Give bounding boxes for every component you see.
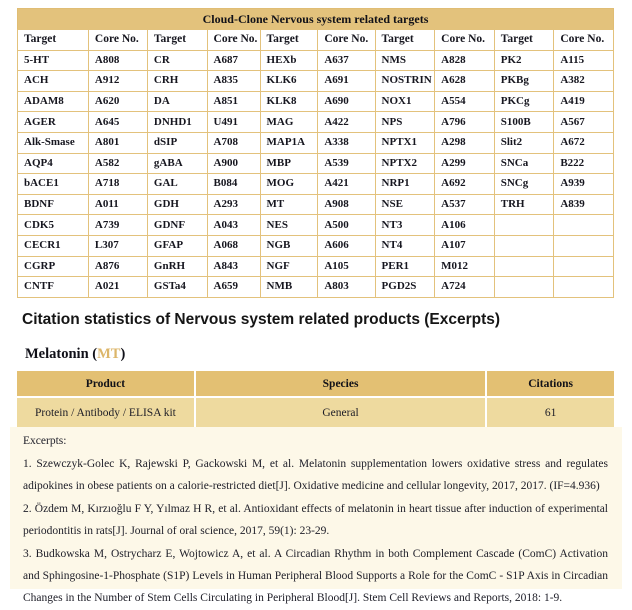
- products-table-section: [17, 371, 614, 429]
- column-header: Species: [195, 371, 486, 397]
- product-cell: Protein / Antibody / ELISA kit: [17, 397, 195, 428]
- target-cell: gABA: [147, 153, 207, 174]
- target-cell: 5-HT: [18, 50, 89, 71]
- core-no-cell: A106: [435, 215, 495, 236]
- target-cell: PER1: [375, 256, 435, 277]
- core-no-cell: A939: [554, 174, 614, 195]
- target-cell: CECR1: [18, 235, 89, 256]
- core-no-cell: [554, 256, 614, 277]
- target-cell: [494, 215, 554, 236]
- targets-table-title: Cloud-Clone Nervous system related targets: [17, 8, 614, 29]
- column-header: Product: [17, 371, 195, 397]
- target-cell: NGF: [260, 256, 318, 277]
- core-no-cell: A691: [318, 71, 375, 92]
- product-abbr: MT: [97, 346, 121, 362]
- core-no-cell: A637: [318, 50, 375, 71]
- target-cell: ACH: [18, 71, 89, 92]
- core-no-cell: A011: [88, 194, 147, 215]
- core-no-cell: A739: [88, 215, 147, 236]
- core-no-cell: B084: [207, 174, 260, 195]
- core-no-cell: A843: [207, 256, 260, 277]
- target-cell: [494, 235, 554, 256]
- core-no-cell: A692: [435, 174, 495, 195]
- core-no-cell: M012: [435, 256, 495, 277]
- core-no-cell: A828: [435, 50, 495, 71]
- excerpts-label: Excerpts:: [23, 435, 67, 447]
- core-no-cell: A105: [318, 256, 375, 277]
- core-no-cell: A582: [88, 153, 147, 174]
- core-no-cell: A298: [435, 132, 495, 153]
- core-no-cell: A900: [207, 153, 260, 174]
- column-header: Core No.: [435, 30, 495, 51]
- target-cell: CDK5: [18, 215, 89, 236]
- column-header: Core No.: [554, 30, 614, 51]
- target-cell: Alk-Smase: [18, 132, 89, 153]
- core-no-cell: A299: [435, 153, 495, 174]
- core-no-cell: A724: [435, 277, 495, 298]
- target-cell: NT4: [375, 235, 435, 256]
- section-heading: Citation statistics of Nervous system related products (Excerpts): [22, 311, 501, 328]
- target-cell: S100B: [494, 112, 554, 133]
- target-cell: MOG: [260, 174, 318, 195]
- table-row: [18, 132, 614, 153]
- core-no-cell: A115: [554, 50, 614, 71]
- core-no-cell: A107: [435, 235, 495, 256]
- core-no-cell: A708: [207, 132, 260, 153]
- product-suffix: ): [120, 346, 126, 362]
- target-cell: NES: [260, 215, 318, 236]
- target-cell: NRP1: [375, 174, 435, 195]
- target-cell: Slit2: [494, 132, 554, 153]
- core-no-cell: A839: [554, 194, 614, 215]
- target-cell: NT3: [375, 215, 435, 236]
- target-cell: GAL: [147, 174, 207, 195]
- target-cell: MAG: [260, 112, 318, 133]
- target-cell: NSE: [375, 194, 435, 215]
- core-no-cell: A539: [318, 153, 375, 174]
- table-row: [18, 215, 614, 236]
- core-no-cell: A659: [207, 277, 260, 298]
- core-no-cell: A068: [207, 235, 260, 256]
- core-no-cell: A500: [318, 215, 375, 236]
- target-cell: NMS: [375, 50, 435, 71]
- core-no-cell: L307: [88, 235, 147, 256]
- products-table: [17, 371, 614, 429]
- target-cell: NPS: [375, 112, 435, 133]
- excerpt-item: 1. Szewczyk-Golec K, Rajewski P, Gackowski M, et al. Melatonin supplementation lowers oxidative stress and regulates adipokines in obese patients on a calorie-restricted diet[J]. Oxidative medicine and cellular longevity, 2017, 2017. (IF=4.936): [23, 458, 608, 493]
- core-no-cell: A567: [554, 112, 614, 133]
- table-row: [18, 256, 614, 277]
- excerpt-item: 3. Budkowska M, Ostrycharz E, Wojtowicz A, et al. A Circadian Rhythm in both Complement Cascade (ComC) Activation and Sphingosine-1-Phosphate (S1P) Levels in Human Peripheral Blood Supports a Role for the ComC - S1P Axis in Circadian Changes in the Number of Stem Cells Circulating in Peripheral Blood[J]. Stem Cell Reviews and Reports, 2018: 1-9.: [23, 548, 608, 605]
- table-row: [18, 91, 614, 112]
- target-cell: [494, 277, 554, 298]
- table-row: [18, 277, 614, 298]
- core-no-cell: A382: [554, 71, 614, 92]
- core-no-cell: A628: [435, 71, 495, 92]
- column-header: Core No.: [88, 30, 147, 51]
- core-no-cell: A851: [207, 91, 260, 112]
- core-no-cell: A912: [88, 71, 147, 92]
- core-no-cell: A672: [554, 132, 614, 153]
- target-cell: AQP4: [18, 153, 89, 174]
- product-cell: 61: [486, 397, 614, 428]
- target-cell: MBP: [260, 153, 318, 174]
- core-no-cell: A801: [88, 132, 147, 153]
- target-cell: KLK6: [260, 71, 318, 92]
- core-no-cell: A803: [318, 277, 375, 298]
- core-no-cell: A421: [318, 174, 375, 195]
- column-header: Core No.: [318, 30, 375, 51]
- target-cell: bACE1: [18, 174, 89, 195]
- core-no-cell: A422: [318, 112, 375, 133]
- excerpts-list: [23, 453, 608, 610]
- core-no-cell: A338: [318, 132, 375, 153]
- table-row: [18, 235, 614, 256]
- products-header-row: [17, 371, 614, 397]
- target-cell: CRH: [147, 71, 207, 92]
- core-no-cell: A908: [318, 194, 375, 215]
- targets-table-section: [17, 8, 614, 298]
- target-cell: BDNF: [18, 194, 89, 215]
- core-no-cell: A043: [207, 215, 260, 236]
- table-row: [18, 71, 614, 92]
- column-header: Target: [18, 30, 89, 51]
- core-no-cell: U491: [207, 112, 260, 133]
- target-cell: CNTF: [18, 277, 89, 298]
- product-subheading: [25, 346, 125, 363]
- target-cell: DA: [147, 91, 207, 112]
- column-header: Target: [260, 30, 318, 51]
- core-no-cell: A554: [435, 91, 495, 112]
- column-header: Target: [494, 30, 554, 51]
- core-no-cell: A620: [88, 91, 147, 112]
- target-cell: PKBg: [494, 71, 554, 92]
- core-no-cell: A687: [207, 50, 260, 71]
- target-cell: SNCa: [494, 153, 554, 174]
- core-no-cell: A419: [554, 91, 614, 112]
- target-cell: GSTa4: [147, 277, 207, 298]
- excerpts-block: [10, 427, 622, 605]
- target-cell: GDNF: [147, 215, 207, 236]
- core-no-cell: A876: [88, 256, 147, 277]
- column-header: Core No.: [207, 30, 260, 51]
- target-cell: NOSTRIN: [375, 71, 435, 92]
- target-cell: GDH: [147, 194, 207, 215]
- core-no-cell: B222: [554, 153, 614, 174]
- core-no-cell: A796: [435, 112, 495, 133]
- products-data-row: [17, 397, 614, 428]
- target-cell: GnRH: [147, 256, 207, 277]
- product-cell: General: [195, 397, 486, 428]
- column-header: Target: [375, 30, 435, 51]
- product-name: Melatonin (: [25, 346, 98, 362]
- target-cell: CR: [147, 50, 207, 71]
- core-no-cell: A537: [435, 194, 495, 215]
- core-no-cell: [554, 235, 614, 256]
- target-cell: NOX1: [375, 91, 435, 112]
- target-cell: SNCg: [494, 174, 554, 195]
- column-header: Target: [147, 30, 207, 51]
- table-row: [18, 50, 614, 71]
- core-no-cell: A808: [88, 50, 147, 71]
- table-row: [18, 174, 614, 195]
- target-cell: dSIP: [147, 132, 207, 153]
- target-cell: GFAP: [147, 235, 207, 256]
- target-cell: NGB: [260, 235, 318, 256]
- core-no-cell: [554, 215, 614, 236]
- target-cell: [494, 256, 554, 277]
- core-no-cell: A690: [318, 91, 375, 112]
- target-cell: KLK8: [260, 91, 318, 112]
- column-header: Citations: [486, 371, 614, 397]
- target-cell: NPTX1: [375, 132, 435, 153]
- target-cell: NMB: [260, 277, 318, 298]
- target-cell: ADAM8: [18, 91, 89, 112]
- target-cell: TRH: [494, 194, 554, 215]
- target-cell: MT: [260, 194, 318, 215]
- table-row: [18, 112, 614, 133]
- core-no-cell: A606: [318, 235, 375, 256]
- targets-header-row: [18, 30, 614, 51]
- table-row: [18, 153, 614, 174]
- target-cell: PGD2S: [375, 277, 435, 298]
- target-cell: PK2: [494, 50, 554, 71]
- excerpt-item: 2. Özdem M, Kırzıoğlu F Y, Yılmaz H R, et al. Antioxidant effects of melatonin in heart tissue after induction of experimental periodontitis in rats[J]. Journal of oral science, 2017, 59(1): 23-29.: [23, 503, 608, 538]
- target-cell: DNHD1: [147, 112, 207, 133]
- core-no-cell: A645: [88, 112, 147, 133]
- targets-table-body: [18, 50, 614, 297]
- target-cell: AGER: [18, 112, 89, 133]
- target-cell: HEXb: [260, 50, 318, 71]
- core-no-cell: A021: [88, 277, 147, 298]
- targets-table: [17, 29, 614, 298]
- core-no-cell: [554, 277, 614, 298]
- core-no-cell: A835: [207, 71, 260, 92]
- target-cell: PKCg: [494, 91, 554, 112]
- table-row: [18, 194, 614, 215]
- target-cell: CGRP: [18, 256, 89, 277]
- target-cell: NPTX2: [375, 153, 435, 174]
- target-cell: MAP1A: [260, 132, 318, 153]
- core-no-cell: A293: [207, 194, 260, 215]
- core-no-cell: A718: [88, 174, 147, 195]
